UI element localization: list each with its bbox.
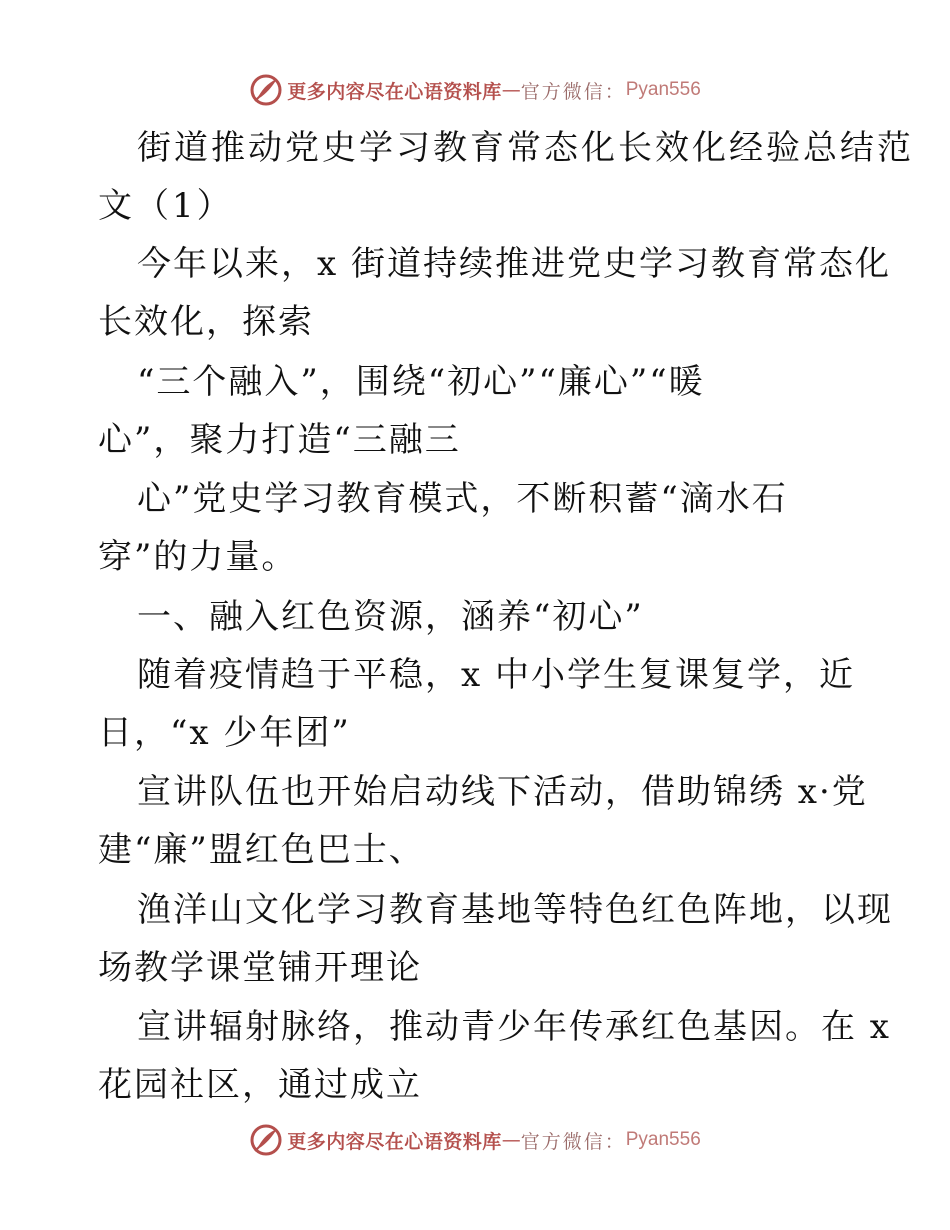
watermark-sub-text: 官方微信： xyxy=(520,80,626,103)
paragraph-line: 穿”的力量。 xyxy=(98,537,298,577)
footer-watermark-banner xyxy=(0,1120,950,1160)
document-title-line-1: 街道推动党史学习教育常态化长效化经验总结范 xyxy=(137,128,914,168)
watermark-main-text: 更多内容尽在心语资料库 xyxy=(287,1130,502,1153)
paragraph-line: 今年以来，x 街道持续推进党史学习教育常态化 xyxy=(137,244,891,284)
paragraph-line: 场教学课堂铺开理论 xyxy=(98,948,422,988)
document-title-line-2: 文（1） xyxy=(98,186,234,226)
paragraph-line: “三个融入”，围绕“初心”“廉心”“暖 xyxy=(137,362,705,402)
paragraph-line: 心”党史学习教育模式，不断积蓄“滴水石 xyxy=(137,479,788,519)
paragraph-line: 心”，聚力打造“三融三 xyxy=(98,420,461,460)
paragraph-line: 建“廉”盟红色巴士、 xyxy=(98,830,425,870)
feather-quill-icon xyxy=(249,1123,283,1157)
paragraph-line: 随着疫情趋于平稳，x 中小学生复课复学，近 xyxy=(137,655,855,695)
paragraph-line: 宣讲辐射脉络，推动青少年传承红色基因。在 x xyxy=(137,1007,891,1047)
watermark-wechat-id: Pyan556 xyxy=(625,1129,701,1150)
section-heading: 一、融入红色资源，涵养“初心” xyxy=(137,597,644,637)
watermark-wechat-id: Pyan556 xyxy=(625,79,701,100)
paragraph-line: 日，“x 少年团” xyxy=(98,713,351,753)
paragraph-line: 渔洋山文化学习教育基地等特色红色阵地，以现 xyxy=(137,890,893,930)
watermark-main-text: 更多内容尽在心语资料库 xyxy=(287,80,502,103)
paragraph-line: 宣讲队伍也开始启动线下活动，借助锦绣 x·党 xyxy=(137,772,868,812)
paragraph-line: 长效化，探索 xyxy=(98,302,314,342)
paragraph-line: 花园社区，通过成立 xyxy=(98,1065,422,1105)
watermark-separator: — xyxy=(501,79,521,101)
watermark-separator: — xyxy=(501,1129,521,1151)
watermark-sub-text: 官方微信： xyxy=(520,1130,626,1153)
